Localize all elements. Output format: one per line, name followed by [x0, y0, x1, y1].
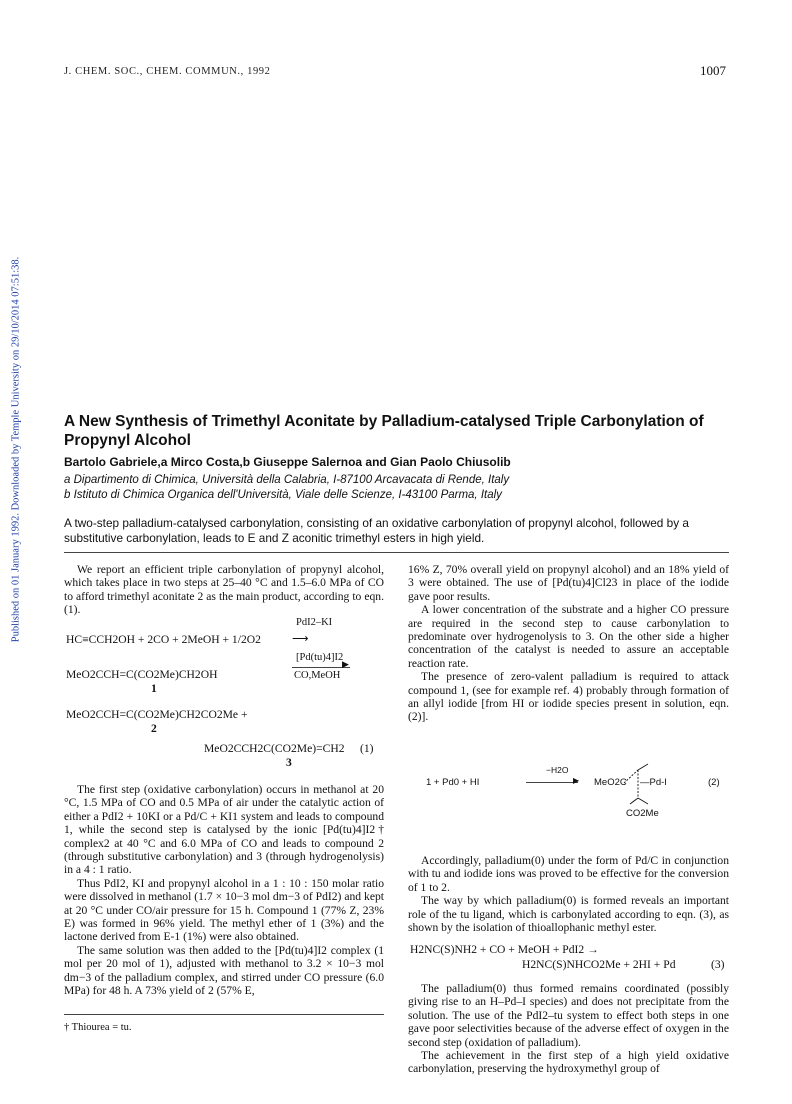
eq2-product-ester: MeO2C	[594, 777, 627, 788]
eq1-number: (1)	[360, 742, 374, 755]
eq1-arrow2-bottom: CO,MeOH	[294, 670, 341, 681]
affiliation-a: a Dipartimento di Chimica, Università della Calabria, I-87100 Arcavacata di Rende, Italy	[64, 474, 510, 486]
eq1-line4: MeO2CCH2C(CO2Me)=CH2	[204, 742, 345, 755]
right-paragraphs-mid	[408, 854, 729, 934]
eq1-line2: MeO2CCH=C(CO2Me)CH2OH	[66, 668, 218, 681]
author-list: Bartolo Gabriele,a Mirco Costa,b Giuseppe Salernoa and Gian Paolo Chiusolib	[64, 455, 511, 469]
eq3-number: (3)	[711, 958, 725, 971]
paragraph: The way by which palladium(0) is formed reveals an important role of the tu ligand, which is carbonylated according to eqn. (3), as shown by the isolation of thioallophanic methyl ester.	[408, 894, 729, 935]
right-paragraphs-bottom	[408, 982, 729, 1076]
eq3-line1: H2NC(S)NH2 + CO + MeOH + PdI2 →	[410, 943, 599, 956]
paragraph: The presence of zero-valent palladium is required to attack compound 1, (see for example ref. 4) probably through formation of an allyl iodide [from HI or iodide species present in solution, eqn. (2)].	[408, 670, 729, 724]
eq2-substituent: CO2Me	[626, 808, 659, 819]
affiliation-b: b Istituto di Chimica Organica dell'Università, Viale delle Scienze, I-43100 Parma, Italy	[64, 489, 502, 501]
abstract: A two-step palladium-catalysed carbonylation, consisting of an oxidative carbonylation of propynyl alcohol, followed by a substitutive carbonylation, leads to E and Z aconitic trimethyl esters in high yield.	[64, 516, 689, 545]
eq1-arrow1-label: PdI2–KI	[296, 617, 333, 628]
journal-header: J. CHEM. SOC., CHEM. COMMUN., 1992	[64, 66, 271, 77]
eq1-compound-3: 3	[286, 756, 292, 769]
eq1-compound-1: 1	[151, 682, 157, 695]
eq1-line1: HC≡CCH2OH + 2CO + 2MeOH + 1/2O2	[66, 633, 261, 646]
eq1-arrow2-top: [Pd(tu)4]I2	[296, 652, 344, 663]
paragraph: The achievement in the first step of a high yield oxidative carbonylation, preserving the hydroxymethyl group of	[408, 1049, 729, 1076]
abstract-rule	[64, 552, 729, 553]
article-title: A New Synthesis of Trimethyl Aconitate by Palladium-catalysed Triple Carbonylation of Propynyl Alcohol	[64, 413, 704, 449]
eq2-arrow-label: −H2O	[546, 765, 569, 775]
paragraph: The same solution was then added to the [Pd(tu)4]I2 complex (1 mol per 20 mol of 1), adjusted with methanol to 3.2 × 10−3 mol dm−3 of the palladium complex, and stirred under CO pressure (6.0 MPa) for 48 h. A 73% yield of 2 (57% E,	[64, 943, 384, 998]
eq3-line2: H2NC(S)NHCO2Me + 2HI + Pd	[522, 958, 676, 971]
paragraph: Accordingly, palladium(0) under the form of Pd/C in conjunction with tu and iodide ions was proved to be effective for the conversion of 1 to 2.	[408, 854, 729, 894]
left-paragraphs	[64, 783, 384, 998]
download-notice[interactable]: Published on 01 January 1992. Downloaded by Temple University on 29/10/2014 07:51:38.	[10, 256, 22, 643]
right-paragraphs-top	[408, 563, 729, 724]
eq1-arrow1: ⟶	[292, 632, 309, 645]
eq2-arrow-head: ▶	[573, 776, 580, 785]
eq2-reactants: 1 + Pd0 + HI	[426, 777, 480, 788]
paragraph: We report an efficient triple carbonylation of propynyl alcohol, which takes place in two steps at 25–40 °C and 1.5–6.0 MPa of CO to afford trimethyl aconitate 2 as the main product, according to eqn. (1).	[64, 563, 384, 617]
page-number: 1007	[700, 63, 726, 78]
eq2-scheme	[408, 760, 729, 840]
left-paragraph-1	[64, 563, 384, 617]
eq2-arrow-line	[526, 782, 578, 783]
eq2-pd-iodide: —Pd-I	[640, 777, 667, 788]
paragraph: 16% Z, 70% overall yield on propynyl alcohol) and an 18% yield of 3 were obtained. The use of [Pd(tu)4]Cl23 in place of the iodide gave poor results.	[408, 563, 729, 603]
paragraph: A lower concentration of the substrate and a higher CO pressure are required in the second step to cause carbonylation to predominate over hydrogenolysis to 3. On the other side a higher concentration of the catalyst is needed to assure an acceptable reaction rate.	[408, 603, 729, 670]
footnote-rule	[64, 1014, 384, 1015]
paragraph: The palladium(0) thus formed remains coordinated (possibly giving rise to an H–Pd–I species) and does not precipitate from the solution. The use of the PdI2–tu system to effect both steps in one gave poor selectivities because of the adverse effect of oxygen in the second step (oxidation of palladium).	[408, 982, 729, 1049]
eq2-number: (2)	[708, 777, 720, 788]
eq1-arrow2-head: ▶	[342, 659, 349, 669]
paragraph: The first step (oxidative carbonylation) occurs in methanol at 20 °C, 1.5 MPa of CO and 0.5 MPa of air under the catalytic action of either a PdI2 + 10KI or a Pd/C + KI1 system and leads to compound 1, while the second step is catalysed by the ionic [Pd(tu)4]I2† complex2 at 40 °C and 6.0 MPa of CO and leads to compound 2 (through substitutive carbonylation) and 3 (through hydrogenolysis) in a 4 : 1 ratio.	[64, 783, 384, 877]
eq1-compound-2: 2	[151, 722, 157, 735]
paragraph: Thus PdI2, KI and propynyl alcohol in a 1 : 10 : 150 molar ratio were dissolved in methanol (1.7 × 10−3 mol dm−3 of PdI2) and kept at 20 °C under CO/air pressure for 15 h. Compound 1 (77% Z, 23% E) was formed in 96% yield. The methyl ether of 1 (3%) and the lactone derived from E-1 (1%) were also obtained.	[64, 876, 384, 944]
footnote: † Thiourea = tu.	[64, 1022, 132, 1033]
eq1-line3: MeO2CCH=C(CO2Me)CH2CO2Me +	[66, 708, 248, 721]
